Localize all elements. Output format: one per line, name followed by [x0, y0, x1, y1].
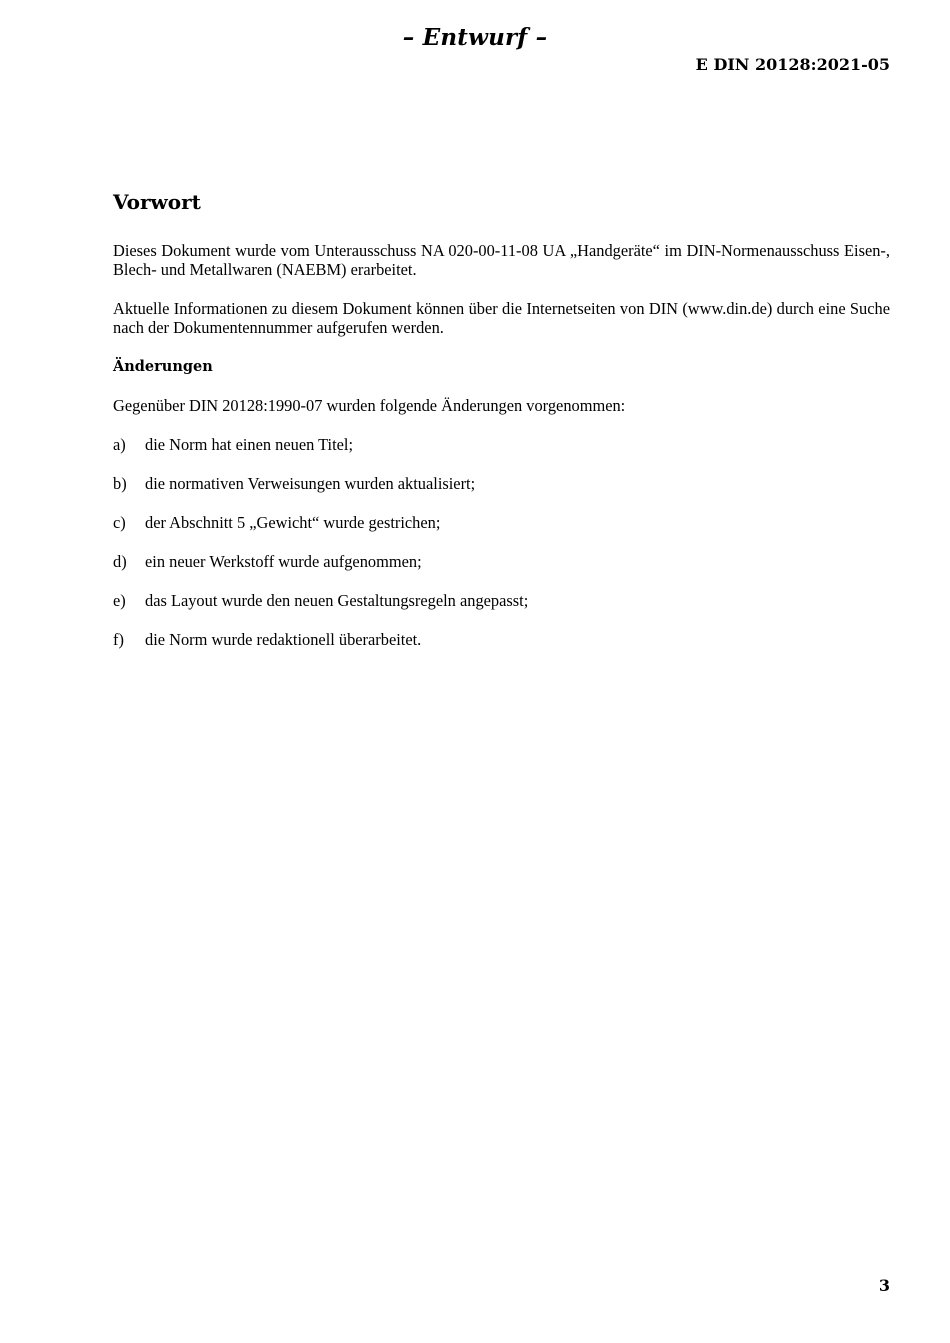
list-marker: d)	[113, 552, 127, 571]
paragraph-committee: Dieses Dokument wurde vom Unterausschuss NA 020-00-11-08 UA „Handgeräte“ im DIN-Normenausschuss Eisen-, Blech- und Metallwaren (NAEBM) erarbeitet.	[113, 241, 890, 279]
list-item	[113, 591, 890, 610]
changes-list	[113, 435, 890, 649]
list-marker: b)	[113, 474, 127, 493]
list-item-text: die normativen Verweisungen wurden aktualisiert;	[145, 474, 476, 493]
draft-mark: – Entwurf –	[402, 24, 548, 51]
list-marker: c)	[113, 513, 126, 532]
list-item-text: der Abschnitt 5 „Gewicht“ wurde gestrichen;	[145, 513, 441, 532]
list-marker: a)	[113, 435, 126, 454]
list-item-text: die Norm wurde redaktionell überarbeitet.	[145, 630, 422, 649]
document-id: E DIN 20128:2021-05	[695, 55, 890, 74]
list-item	[113, 552, 890, 571]
list-marker: f)	[113, 630, 124, 649]
changes-heading: Änderungen	[113, 358, 213, 375]
list-item	[113, 435, 890, 454]
list-item	[113, 630, 890, 649]
changes-intro: Gegenüber DIN 20128:1990-07 wurden folgende Änderungen vorgenommen:	[113, 396, 626, 415]
section-title: Vorwort	[113, 190, 201, 214]
list-item-text: die Norm hat einen neuen Titel;	[145, 435, 354, 454]
list-item-text: das Layout wurde den neuen Gestaltungsregeln angepasst;	[145, 591, 529, 610]
list-item-text: ein neuer Werkstoff wurde aufgenommen;	[145, 552, 422, 571]
list-marker: e)	[113, 591, 126, 610]
paragraph-information: Aktuelle Informationen zu diesem Dokument können über die Internetseiten von DIN (www.din.de) durch eine Suche nach der Dokumentennummer aufgerufen werden.	[113, 299, 890, 337]
page-number: 3	[878, 1276, 890, 1295]
list-item	[113, 513, 890, 532]
list-item	[113, 474, 890, 493]
foreword-section	[113, 187, 890, 669]
